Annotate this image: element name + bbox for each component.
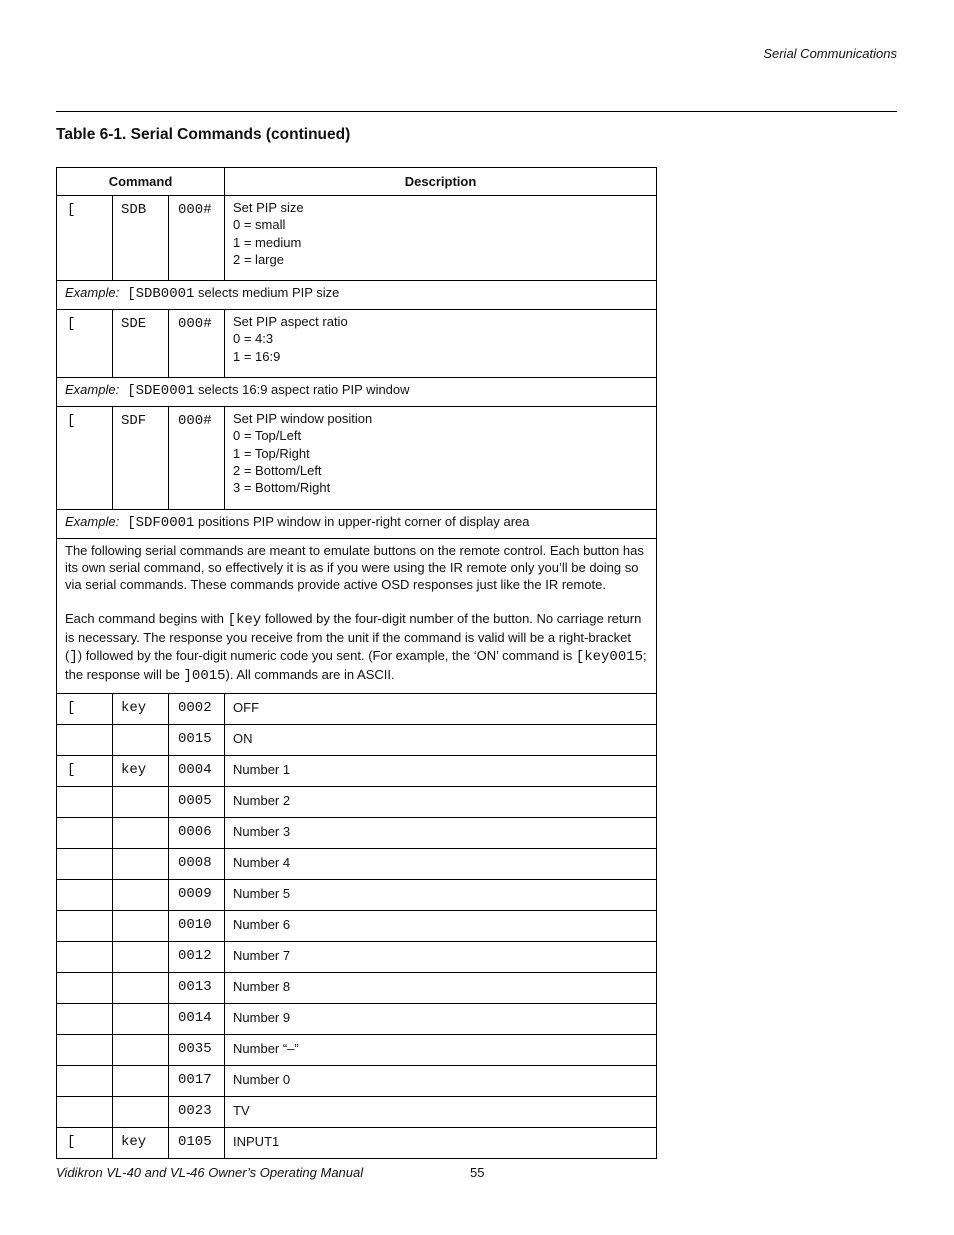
description-line: 0 = Top/Left <box>233 428 302 444</box>
key-command-row <box>57 1097 657 1128</box>
command-description <box>225 196 657 281</box>
command-row <box>57 310 657 378</box>
key-description: INPUT1 <box>225 1128 657 1159</box>
example-cell <box>57 378 657 407</box>
key-c1 <box>57 1097 113 1128</box>
key-description: Number 2 <box>225 787 657 818</box>
key-command-row <box>57 849 657 880</box>
key-c3: 0010 <box>169 911 225 942</box>
command-description <box>225 407 657 510</box>
key-command-row <box>57 911 657 942</box>
key-description: Number 6 <box>225 911 657 942</box>
key-c3: 0017 <box>169 1066 225 1097</box>
table-header-row <box>57 168 657 196</box>
key-c3: 0012 <box>169 942 225 973</box>
example-text: positions PIP window in upper-right corner of display area <box>198 513 530 529</box>
key-c3: 0008 <box>169 849 225 880</box>
key-description: Number 1 <box>225 756 657 787</box>
key-c2 <box>113 973 169 1004</box>
example-code: [SDE0001 <box>127 383 195 400</box>
example-cell <box>57 281 657 310</box>
key-c1 <box>57 787 113 818</box>
command-c2: SDB <box>113 196 169 281</box>
command-c3: 000# <box>169 196 225 281</box>
key-c1 <box>57 1066 113 1097</box>
command-description <box>225 310 657 378</box>
key-c3: 0004 <box>169 756 225 787</box>
example-label: Example: <box>65 382 120 398</box>
key-c3: 0015 <box>169 725 225 756</box>
key-c2 <box>113 818 169 849</box>
key-c3: 0023 <box>169 1097 225 1128</box>
key-c2 <box>113 1097 169 1128</box>
key-c2 <box>113 1035 169 1066</box>
key-c1 <box>57 1004 113 1035</box>
key-command-row <box>57 756 657 787</box>
key-c1 <box>57 973 113 1004</box>
key-c3: 0005 <box>169 787 225 818</box>
prose-paragraph <box>65 610 648 685</box>
page-number: 55 <box>470 1165 485 1180</box>
key-c1: [ <box>57 694 113 725</box>
key-command-row <box>57 787 657 818</box>
example-row <box>57 281 657 310</box>
example-text: selects medium PIP size <box>198 285 340 301</box>
key-command-row <box>57 880 657 911</box>
key-c2 <box>113 1066 169 1097</box>
key-c3: 0009 <box>169 880 225 911</box>
key-description: Number 7 <box>225 942 657 973</box>
prose-row <box>57 538 657 693</box>
example-row <box>57 509 657 538</box>
key-c1 <box>57 1035 113 1066</box>
command-row <box>57 196 657 281</box>
description-line: 1 = medium <box>233 234 302 250</box>
key-description: Number 8 <box>225 973 657 1004</box>
description-line: 3 = Bottom/Right <box>233 480 331 496</box>
inline-code: [key0015 <box>575 648 644 665</box>
key-description: OFF <box>225 694 657 725</box>
key-c2 <box>113 1004 169 1035</box>
key-command-row <box>57 973 657 1004</box>
description-line: 1 = Top/Right <box>233 445 310 461</box>
key-c1 <box>57 725 113 756</box>
example-label: Example: <box>65 513 120 529</box>
example-code: [SDF0001 <box>127 514 195 531</box>
prose-text: ; the response will be <box>65 647 647 682</box>
key-command-row <box>57 1004 657 1035</box>
column-header-description: Description <box>225 168 657 196</box>
key-c3: 0014 <box>169 1004 225 1035</box>
column-header-command: Command <box>57 168 225 196</box>
key-c3: 0105 <box>169 1128 225 1159</box>
key-command-row <box>57 694 657 725</box>
command-c2: SDE <box>113 310 169 378</box>
key-c1 <box>57 880 113 911</box>
description-line: Set PIP window position <box>233 411 373 427</box>
example-text: selects 16:9 aspect ratio PIP window <box>198 382 410 398</box>
key-c1 <box>57 942 113 973</box>
command-c3: 000# <box>169 310 225 378</box>
description-line: Set PIP aspect ratio <box>233 314 348 330</box>
key-command-row <box>57 818 657 849</box>
description-line: 2 = large <box>233 251 284 267</box>
key-c2: key <box>113 1128 169 1159</box>
key-c2: key <box>113 694 169 725</box>
key-description: Number 9 <box>225 1004 657 1035</box>
key-c2: key <box>113 756 169 787</box>
description-line: Set PIP size <box>233 200 304 215</box>
key-description: Number 3 <box>225 818 657 849</box>
header-rule <box>56 111 897 112</box>
key-c2 <box>113 942 169 973</box>
command-c2: SDF <box>113 407 169 510</box>
prose-text: followed by the four-digit number of the button. No carriage return is necessary. The response you receive from the unit if the command is valid will be a right-bracket ( <box>65 611 642 663</box>
prose-text: Each command begins with <box>65 611 228 627</box>
description-line: 0 = 4:3 <box>233 331 274 347</box>
inline-code: [key <box>227 612 262 629</box>
key-c3: 0006 <box>169 818 225 849</box>
command-c1: [ <box>57 310 113 378</box>
example-label: Example: <box>65 285 120 301</box>
key-description: TV <box>225 1097 657 1128</box>
key-description: Number 5 <box>225 880 657 911</box>
key-c2 <box>113 911 169 942</box>
key-c3: 0013 <box>169 973 225 1004</box>
key-command-row <box>57 725 657 756</box>
command-c1: [ <box>57 196 113 281</box>
inline-code: ]0015 <box>183 667 226 684</box>
key-c2 <box>113 787 169 818</box>
key-command-row <box>57 1128 657 1159</box>
key-description: Number “–” <box>225 1035 657 1066</box>
prose-cell <box>57 538 657 693</box>
example-cell <box>57 509 657 538</box>
key-c3: 0002 <box>169 694 225 725</box>
example-code: [SDB0001 <box>127 286 195 303</box>
key-command-row <box>57 1035 657 1066</box>
footer-manual-title: Vidikron VL-40 and VL-46 Owner’s Operating Manual <box>56 1165 364 1180</box>
table-title: Table 6-1. Serial Commands (continued) <box>56 126 351 143</box>
key-command-row <box>57 942 657 973</box>
inline-code: ] <box>69 648 78 665</box>
key-c2 <box>113 880 169 911</box>
key-c1: [ <box>57 756 113 787</box>
example-row <box>57 378 657 407</box>
key-c1: [ <box>57 1128 113 1159</box>
serial-commands-table <box>56 167 657 1159</box>
description-line: 0 = small <box>233 217 286 233</box>
key-command-row <box>57 1066 657 1097</box>
prose-text: ). All commands are in ASCII. <box>225 666 395 682</box>
prose-text: ) followed by the four-digit numeric code you sent. (For example, the ‘ON’ command is <box>77 647 576 663</box>
key-description: Number 4 <box>225 849 657 880</box>
command-c1: [ <box>57 407 113 510</box>
key-c1 <box>57 818 113 849</box>
key-c3: 0035 <box>169 1035 225 1066</box>
description-line: 1 = 16:9 <box>233 348 281 364</box>
key-c2 <box>113 725 169 756</box>
command-row <box>57 407 657 510</box>
key-c1 <box>57 849 113 880</box>
description-line: 2 = Bottom/Left <box>233 462 322 478</box>
key-c2 <box>113 849 169 880</box>
command-c3: 000# <box>169 407 225 510</box>
running-header: Serial Communications <box>763 46 897 61</box>
key-description: Number 0 <box>225 1066 657 1097</box>
prose-paragraph: The following serial commands are meant to emulate buttons on the remote control. Each button has its own serial command, so effectively it is as if you were using the IR remote only you’ll be doing so via serial commands. These commands provide active OSD responses just like the IR remote. <box>65 542 644 592</box>
key-description: ON <box>225 725 657 756</box>
key-c1 <box>57 911 113 942</box>
